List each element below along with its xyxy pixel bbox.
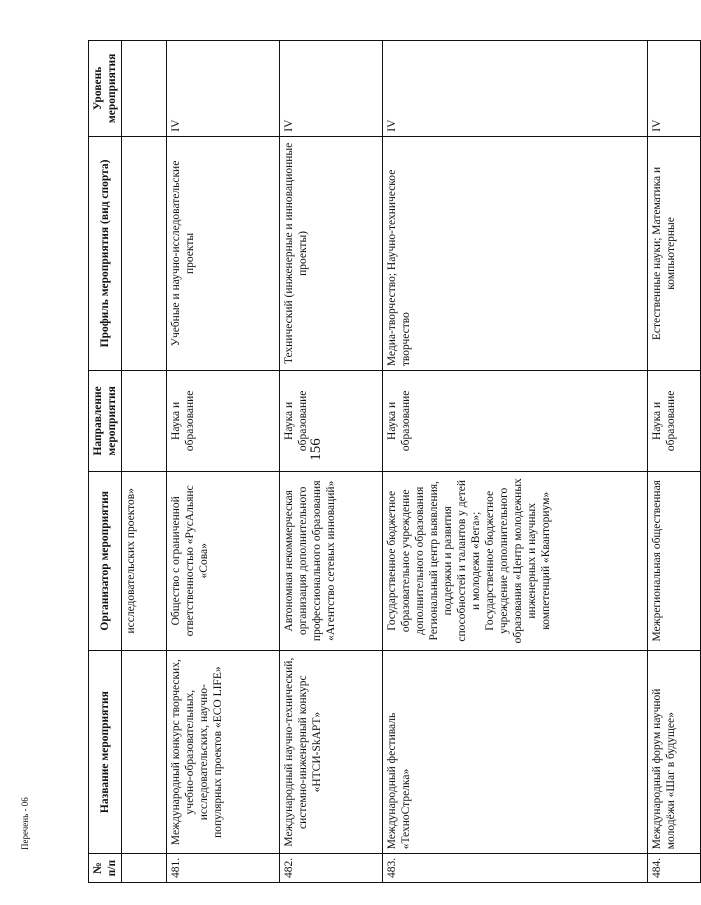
cell-direction: Наука и образование bbox=[648, 371, 701, 471]
cell-level: IV bbox=[383, 41, 648, 137]
cell bbox=[122, 371, 167, 471]
rotated-table-container bbox=[88, 40, 677, 883]
cell-num: 484. bbox=[648, 854, 701, 883]
cell-profile: Естественные науки; Математика и компьютерные bbox=[648, 136, 701, 370]
header-organizer: Организатор мероприятия bbox=[89, 471, 122, 650]
header-num: № п/п bbox=[89, 854, 122, 883]
cell-organizer: Общество с ограниченной ответственностью «РусАльянс «Сова» bbox=[167, 471, 280, 650]
cell-num: 482. bbox=[280, 854, 383, 883]
cell-name: Международный научно-технический, системно-инженерный конкурс «НТСИ-SkAPT» bbox=[280, 650, 383, 853]
cell-organizer: Автономная некоммерческая организация дополнительного профессионального образования «Агентство сетевых инноваций» bbox=[280, 471, 383, 650]
cell-num: 483. bbox=[383, 854, 648, 883]
cell bbox=[122, 650, 167, 853]
cell-organizer: Межрегиональная общественная bbox=[648, 471, 701, 650]
table-row-carry-over bbox=[122, 41, 167, 883]
header-level: Уровень мероприятия bbox=[89, 41, 122, 137]
cell bbox=[122, 136, 167, 370]
page-number: 156 bbox=[307, 438, 324, 461]
cell-level: IV bbox=[648, 41, 701, 137]
cell-direction: Наука и образование bbox=[383, 371, 648, 471]
cell-profile: Учебные и научно-исследовательские проекты bbox=[167, 136, 280, 370]
header-direction: Направление мероприятия bbox=[89, 371, 122, 471]
header-name: Название мероприятия bbox=[89, 650, 122, 853]
table-header-row bbox=[89, 41, 122, 883]
cell-name: Международный форум научной молодёжи «Шаг в будущее» bbox=[648, 650, 701, 853]
header-profile: Профиль мероприятия (вид спорта) bbox=[89, 136, 122, 370]
table-row bbox=[280, 41, 383, 883]
cell-direction: Наука и образование bbox=[280, 371, 383, 471]
cell-name: Международный конкурс творческих, учебно-образовательных, исследовательских, научно-популярных проектов «ECO LIFE» bbox=[167, 650, 280, 853]
table-row bbox=[383, 41, 648, 883]
cell-level: IV bbox=[280, 41, 383, 137]
events-table bbox=[88, 40, 701, 883]
cell-organizer: Государственное бюджетное образовательное учреждение дополнительного образования Региональный центр выявления, поддержки и развития способностей и талантов у детей и молодежи «Вега»; Государственное бюджетное учреждение дополнительного образования «Центр молодежных инженерных и научных компетенций «Кванториум» bbox=[383, 471, 648, 650]
cell bbox=[122, 854, 167, 883]
cell-num: 481. bbox=[167, 854, 280, 883]
cell bbox=[122, 41, 167, 137]
cell-organizer: исследовательских проектов» bbox=[122, 471, 167, 650]
cell-level: IV bbox=[167, 41, 280, 137]
cell-name: Международный фестиваль «ТехноСтрелка» bbox=[383, 650, 648, 853]
table-row bbox=[648, 41, 701, 883]
cell-profile: Медиа-творчество; Научно-техническое творчество bbox=[383, 136, 648, 370]
cell-direction: Наука и образование bbox=[167, 371, 280, 471]
cell-profile: Технический (инженерные и инновационные проекты) bbox=[280, 136, 383, 370]
table-row bbox=[167, 41, 280, 883]
footer-note: Перечень - 06 bbox=[20, 797, 30, 850]
